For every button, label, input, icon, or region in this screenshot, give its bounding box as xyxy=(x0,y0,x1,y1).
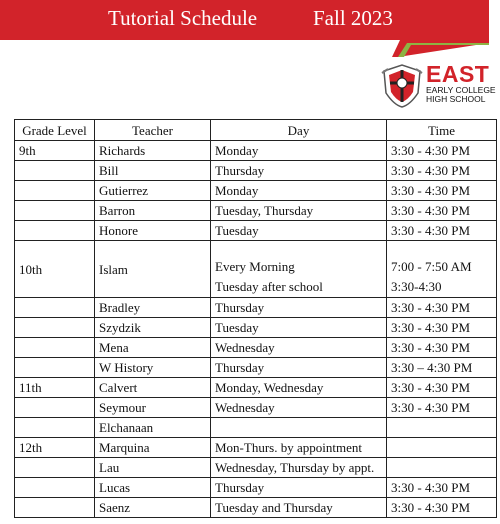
cell-time: 3:30 - 4:30 PM xyxy=(387,141,497,161)
cell-teacher: W History xyxy=(95,358,211,378)
table-header-row xyxy=(15,120,497,141)
cell-day: Monday xyxy=(211,181,387,201)
header-day: Day xyxy=(211,120,387,141)
cell-teacher: Mena xyxy=(95,338,211,358)
cell-teacher: Marquina xyxy=(95,438,211,458)
cell-teacher: Lau xyxy=(95,458,211,478)
table-row xyxy=(15,378,497,398)
cell-grade xyxy=(15,161,95,181)
cell-time: 3:30 - 4:30 PM xyxy=(387,378,497,398)
cell-day-line1: Every Morning xyxy=(215,259,295,274)
cell-teacher: Richards xyxy=(95,141,211,161)
cell-time: 3:30 – 4:30 PM xyxy=(387,358,497,378)
cell-day: Thursday xyxy=(211,478,387,498)
cell-teacher: Saenz xyxy=(95,498,211,518)
schedule-table xyxy=(14,119,497,518)
table-row xyxy=(15,318,497,338)
header-time: Time xyxy=(387,120,497,141)
logo-line2: HIGH SCHOOL xyxy=(426,94,486,104)
cell-grade xyxy=(15,398,95,418)
cell-teacher: Seymour xyxy=(95,398,211,418)
cell-time xyxy=(387,438,497,458)
page-title: Tutorial Schedule xyxy=(108,6,258,30)
cell-teacher: Szydzik xyxy=(95,318,211,338)
shield-crest-icon xyxy=(380,63,424,109)
cell-grade xyxy=(15,458,95,478)
table-row xyxy=(15,458,497,478)
cell-time: 3:30 - 4:30 PM xyxy=(387,221,497,241)
cell-day: Tuesday xyxy=(211,318,387,338)
cell-time: 3:30 - 4:30 PM xyxy=(387,398,497,418)
cell-time xyxy=(387,458,497,478)
cell-time: 3:30 - 4:30 PM xyxy=(387,161,497,181)
cell-teacher: Islam xyxy=(95,241,211,298)
cell-grade: 11th xyxy=(15,378,95,398)
table-row xyxy=(15,498,497,518)
header-teacher: Teacher xyxy=(95,120,211,141)
cell-teacher: Gutierrez xyxy=(95,181,211,201)
cell-time: 3:30 - 4:30 PM xyxy=(387,181,497,201)
table-row xyxy=(15,181,497,201)
cell-teacher: Lucas xyxy=(95,478,211,498)
table-row xyxy=(15,398,497,418)
cell-day: Thursday xyxy=(211,298,387,318)
cell-grade: 10th xyxy=(15,241,95,298)
cell-time: 3:30 - 4:30 PM xyxy=(387,318,497,338)
cell-day: Tuesday and Thursday xyxy=(211,498,387,518)
cell-grade xyxy=(15,358,95,378)
table-row xyxy=(15,161,497,181)
cell-day xyxy=(211,241,387,298)
cell-teacher: Elchanaan xyxy=(95,418,211,438)
cell-day: Wednesday xyxy=(211,338,387,358)
cell-time: 3:30 - 4:30 PM xyxy=(387,298,497,318)
cell-day: Thursday xyxy=(211,358,387,378)
cell-day-line2: Tuesday after school xyxy=(215,279,323,294)
cell-day: Wednesday, Thursday by appt. xyxy=(211,458,387,478)
cell-teacher: Bill xyxy=(95,161,211,181)
cell-day: Wednesday xyxy=(211,398,387,418)
table-row xyxy=(15,418,497,438)
header-grade: Grade Level xyxy=(15,120,95,141)
cell-grade xyxy=(15,418,95,438)
cell-grade xyxy=(15,338,95,358)
cell-grade xyxy=(15,201,95,221)
table-row xyxy=(15,221,497,241)
cell-grade xyxy=(15,298,95,318)
cell-time: 3:30 - 4:30 PM xyxy=(387,338,497,358)
cell-day xyxy=(211,418,387,438)
cell-day: Tuesday, Thursday xyxy=(211,201,387,221)
header-banner xyxy=(0,0,489,41)
cell-grade xyxy=(15,498,95,518)
cell-time-line2: 3:30-4:30 xyxy=(391,279,442,294)
cell-time xyxy=(387,418,497,438)
cell-day: Monday, Wednesday xyxy=(211,378,387,398)
school-logo xyxy=(426,63,496,104)
cell-time-line1: 7:00 - 7:50 AM xyxy=(391,259,472,274)
cell-teacher: Calvert xyxy=(95,378,211,398)
cell-time: 3:30 - 4:30 PM xyxy=(387,478,497,498)
cell-grade xyxy=(15,478,95,498)
table-row xyxy=(15,298,497,318)
cell-teacher: Barron xyxy=(95,201,211,221)
logo-line1: EARLY COLLEGE xyxy=(426,85,496,95)
cell-grade xyxy=(15,181,95,201)
table-row xyxy=(15,201,497,221)
cell-grade: 12th xyxy=(15,438,95,458)
cell-grade xyxy=(15,221,95,241)
logo-name: EAST xyxy=(426,61,490,87)
cell-time: 3:30 - 4:30 PM xyxy=(387,201,497,221)
cell-grade: 9th xyxy=(15,141,95,161)
cell-day: Monday xyxy=(211,141,387,161)
cell-teacher: Honore xyxy=(95,221,211,241)
cell-day: Mon-Thurs. by appointment xyxy=(211,438,387,458)
table-row xyxy=(15,438,497,458)
table-row xyxy=(15,478,497,498)
table-row xyxy=(15,338,497,358)
cell-day: Thursday xyxy=(211,161,387,181)
cell-time: 3:30 - 4:30 PM xyxy=(387,498,497,518)
table-row xyxy=(15,241,497,298)
cell-day: Tuesday xyxy=(211,221,387,241)
cell-teacher: Bradley xyxy=(95,298,211,318)
cell-grade xyxy=(15,318,95,338)
table-row xyxy=(15,141,497,161)
term-label: Fall 2023 xyxy=(313,6,393,30)
cell-time xyxy=(387,241,497,298)
table-row xyxy=(15,358,497,378)
